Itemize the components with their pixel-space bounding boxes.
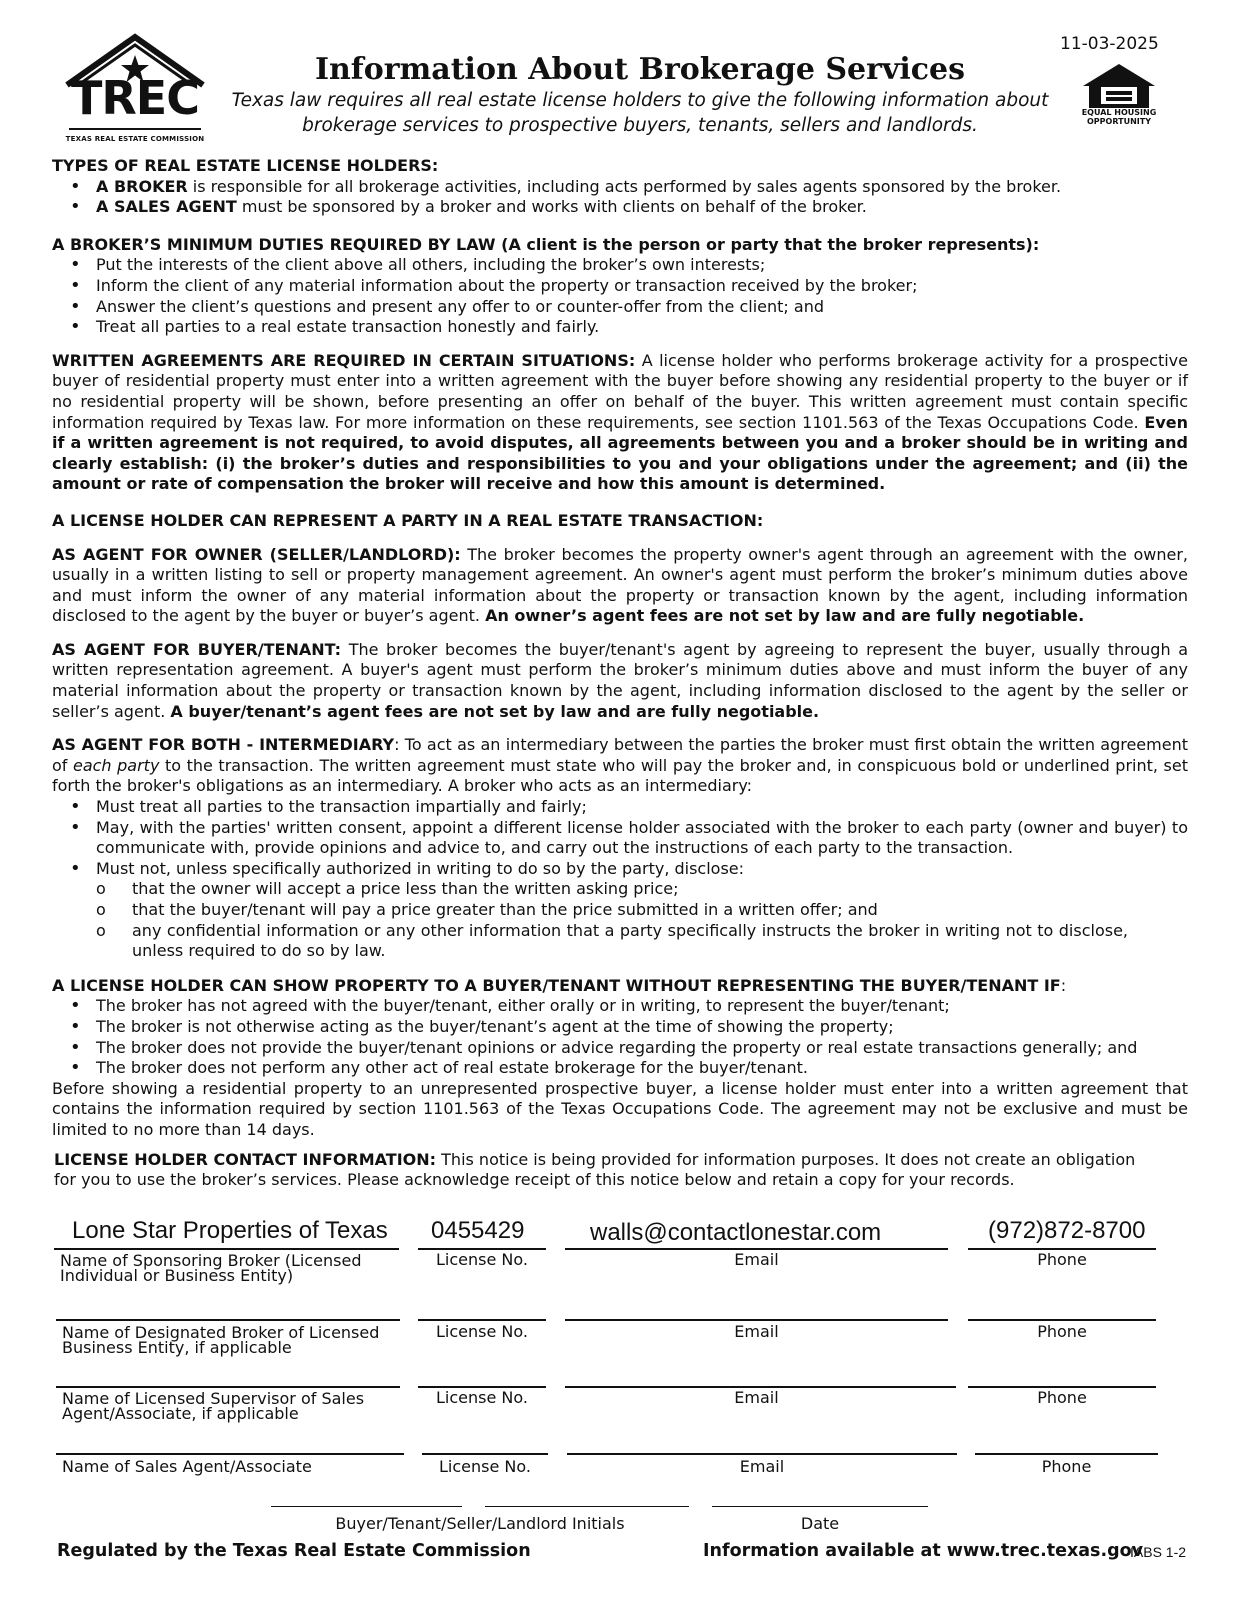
broker-definition: is responsible for all brokerage activities, including acts performed by sales agents sponsored by the broker. (187, 176, 1062, 196)
buyer-agent-paragraph (52, 640, 1188, 722)
intermediary-heading: AS AGENT FOR BOTH - INTERMEDIARY (52, 735, 395, 755)
page-title: Information About Brokerage Services (314, 52, 966, 87)
intermediary-paragraph (52, 735, 1188, 797)
owner-agent-paragraph (52, 545, 1188, 627)
written-agreements-paragraph (52, 351, 1188, 495)
list-item: • The broker does not perform any other act of real estate brokerage for the buyer/tenant. (52, 1058, 1188, 1079)
sponsoring-broker-phone-value[interactable]: (972)872-8700 (988, 1217, 1146, 1244)
email-label-1: Email (734, 1250, 779, 1269)
intermediary-sublist (52, 879, 1188, 961)
list-item: • The broker has not agreed with the buyer/tenant, either orally or in writing, to represent the buyer/tenant; (52, 996, 1188, 1017)
show-heading: A LICENSE HOLDER CAN SHOW PROPERTY TO A BUYER/TENANT WITHOUT REPRESENTING THE BUYER/TENANT IF (52, 975, 1061, 995)
buyer-text: The broker becomes the buyer/tenant's agent by agreeing to represent the buyer, usually through a written representation agreement. A buyer's agent must perform the broker’s minimum duties above and must inform the buyer of any material information about the property or transaction known by the agent, including information disclosed to the agent by the seller or seller’s agent. (52, 639, 1188, 721)
types-list (52, 177, 1188, 218)
duties-list (52, 255, 1188, 337)
name-line-1 (54, 1248, 399, 1250)
form-date: 11-03-2025 (1060, 34, 1159, 54)
designated-broker-label: Name of Designated Broker of Licensed Business Entity, if applicable (62, 1323, 380, 1357)
phone-line-2 (968, 1319, 1156, 1321)
owner-text: The broker becomes the property owner's agent through an agreement with the owner, usually in a written listing to sell or property management agreement. An owner's agent must perform the broker’s minimum duties above and must inform the owner of any material information about the property or transaction known by the agent, including information disclosed to the agent by the buyer or buyer’s agent. (52, 544, 1188, 626)
show-property-section (52, 976, 1188, 997)
date-label: Date (800, 1514, 840, 1533)
initials-label: Buyer/Tenant/Seller/Landlord Initials (335, 1514, 625, 1533)
broker-term: A BROKER (96, 176, 188, 196)
buyer-bold-text: A buyer/tenant’s agent fees are not set by law and are fully negotiable. (170, 701, 820, 721)
equal-housing-label: EQUAL HOUSING OPPORTUNITY (1081, 108, 1157, 126)
logo-wordmark: TREC (71, 71, 199, 125)
email-label-3: Email (734, 1388, 779, 1407)
list-item (52, 177, 1188, 198)
sponsoring-broker-email-value[interactable]: walls@contactlonestar.com (590, 1219, 882, 1246)
types-section (52, 156, 1188, 177)
owner-heading: AS AGENT FOR OWNER (SELLER/LANDLORD): (52, 544, 461, 564)
types-heading: TYPES OF REAL ESTATE LICENSE HOLDERS: (52, 156, 439, 175)
duties-heading: A BROKER’S MINIMUM DUTIES REQUIRED BY LAW (A client is the person or party that the broker represents): (52, 234, 1040, 254)
document-body (52, 156, 1188, 1191)
list-item: • May, with the parties' written consent, appoint a different license holder associated with the broker to each party (owner and buyer) to communicate with, provide opinions and advice to, and carry out the instructions of each party to the transaction. (52, 818, 1188, 859)
sub-list-item: o that the buyer/tenant will pay a price greater than the price submitted in a written offer; and (52, 900, 1188, 921)
sub-list-item: o any confidential information or any other information that a party specifically instructs the broker in writing not to disclose, unless required to do so by law. (52, 921, 1188, 962)
sales-agent-label: Name of Sales Agent/Associate (62, 1457, 312, 1476)
list-item (52, 197, 1188, 218)
agent-term: A SALES AGENT (96, 197, 237, 217)
show-heading-colon: : (1060, 975, 1067, 995)
represent-heading-text: A LICENSE HOLDER CAN REPRESENT A PARTY IN A REAL ESTATE TRANSACTION: (52, 510, 764, 530)
written-heading: WRITTEN AGREEMENTS ARE REQUIRED IN CERTAIN SITUATIONS: (52, 350, 636, 370)
subtitle-line-2: brokerage services to prospective buyers, tenants, sellers and landlords. (302, 115, 978, 136)
initials-line-1[interactable] (271, 1506, 462, 1507)
license-label-1: License No. (436, 1250, 528, 1269)
license-label-3: License No. (436, 1388, 528, 1407)
phone-label-3: Phone (1037, 1388, 1087, 1407)
license-label-4: License No. (439, 1457, 531, 1476)
contact-heading: LICENSE HOLDER CONTACT INFORMATION: (54, 1149, 437, 1169)
logo-subtext: TEXAS REAL ESTATE COMMISSION (65, 135, 205, 143)
sub-list-item: o that the owner will accept a price less than the written asking price; (52, 879, 1188, 900)
intermediary-list (52, 797, 1188, 879)
show-after-paragraph: Before showing a residential property to an unrepresented prospective buyer, a license holder must enter into a written agreement that contains the information required by section 1101.563 of the Texas Occupations Code. The agreement may not be exclusive and must be limited to no more than 14 days. (52, 1078, 1188, 1139)
intermediary-text-1: : To act as an intermediary between the parties the broker must first obtain the written agreement of (52, 735, 1188, 775)
intermediary-text-2: to the transaction. The written agreement must state who will pay the broker and, in conspicuous bold or underlined print, set forth the broker's obligations as an intermediary. A broker who acts as an intermediary: (52, 755, 1188, 796)
page-subtitle (230, 88, 1050, 138)
list-item: • Answer the client’s questions and present any offer to or counter-offer from the client; and (52, 297, 1188, 318)
agent-definition: must be sponsored by a broker and works with clients on behalf of the broker. (236, 197, 867, 217)
list-item: • Inform the client of any material information about the property or transaction received by the broker; (52, 276, 1188, 297)
written-text: A license holder who performs brokerage activity for a prospective buyer of residential property must enter into a written agreement with the buyer before showing any residential property to the buyer or if no residential property will be shown, before presenting an offer on behalf of the buyer. This written agreement must contain specific information required by Texas law. For more information on these requirements, see section 1101.563 of the Texas Occupations Code. (52, 350, 1188, 432)
license-line-4 (422, 1453, 548, 1455)
contact-text: This notice is being provided for information purposes. It does not create an obligation for you to use the broker’s services. Please acknowledge receipt of this notice below and retain a copy for your records. (54, 1149, 1136, 1190)
phone-line-4 (975, 1453, 1158, 1455)
name-line-2 (56, 1319, 400, 1321)
list-item: • Must treat all parties to the transaction impartially and fairly; (52, 797, 1188, 818)
intermediary-italic: each party (72, 755, 160, 775)
sponsoring-broker-name-value[interactable]: Lone Star Properties of Texas (72, 1217, 388, 1244)
phone-label-1: Phone (1037, 1250, 1087, 1269)
sponsoring-broker-license-value[interactable]: 0455429 (431, 1217, 525, 1244)
list-item: • The broker does not provide the buyer/tenant opinions or advice regarding the property or real estate transactions generally; and (52, 1038, 1188, 1059)
email-label-4: Email (739, 1457, 785, 1476)
buyer-heading: AS AGENT FOR BUYER/TENANT: (52, 639, 342, 659)
subtitle-line-1: Texas law requires all real estate license holders to give the following information about (231, 90, 1049, 111)
initials-line-2[interactable] (485, 1506, 689, 1507)
email-line-4 (567, 1453, 957, 1455)
phone-label-4: Phone (1041, 1457, 1092, 1476)
list-item: • Treat all parties to a real estate transaction honestly and fairly. (52, 317, 1188, 338)
footer-regulated: Regulated by the Texas Real Estate Commission (57, 1541, 531, 1561)
sponsoring-broker-label: Name of Sponsoring Broker (Licensed Individual or Business Entity) (60, 1251, 362, 1285)
form-id: IABS 1-2 (1130, 1544, 1187, 1560)
represent-heading (52, 511, 1188, 532)
written-bold-text: Even if a written agreement is not required, to avoid disputes, all agreements between you and a broker should be in writing and clearly establish: (i) the broker’s duties and responsibilities to you and your obligations under the agreement; and (ii) the amount or rate of compensation the broker will receive and how this amount is determined. (52, 412, 1188, 494)
email-label-2: Email (734, 1322, 779, 1341)
duties-section (52, 235, 1188, 256)
email-line-2 (565, 1319, 948, 1321)
phone-label-2: Phone (1037, 1322, 1087, 1341)
name-line-4 (56, 1453, 404, 1455)
name-line-3 (56, 1386, 400, 1388)
contact-paragraph (52, 1150, 1188, 1191)
list-item: • Must not, unless specifically authorized in writing to do so by the party, disclose: (52, 859, 1188, 880)
date-line[interactable] (712, 1506, 928, 1507)
license-line-2 (418, 1319, 546, 1321)
list-item: • The broker is not otherwise acting as the buyer/tenant’s agent at the time of showing the property; (52, 1017, 1188, 1038)
show-list (52, 996, 1188, 1078)
list-item: • Put the interests of the client above all others, including the broker’s own interests; (52, 255, 1188, 276)
supervisor-label: Name of Licensed Supervisor of Sales Agent/Associate, if applicable (62, 1389, 365, 1423)
footer-info-link[interactable]: Information available at www.trec.texas.gov (703, 1541, 1144, 1561)
license-label-2: License No. (436, 1322, 528, 1341)
owner-bold-text: An owner’s agent fees are not set by law and are fully negotiable. (485, 606, 1085, 626)
